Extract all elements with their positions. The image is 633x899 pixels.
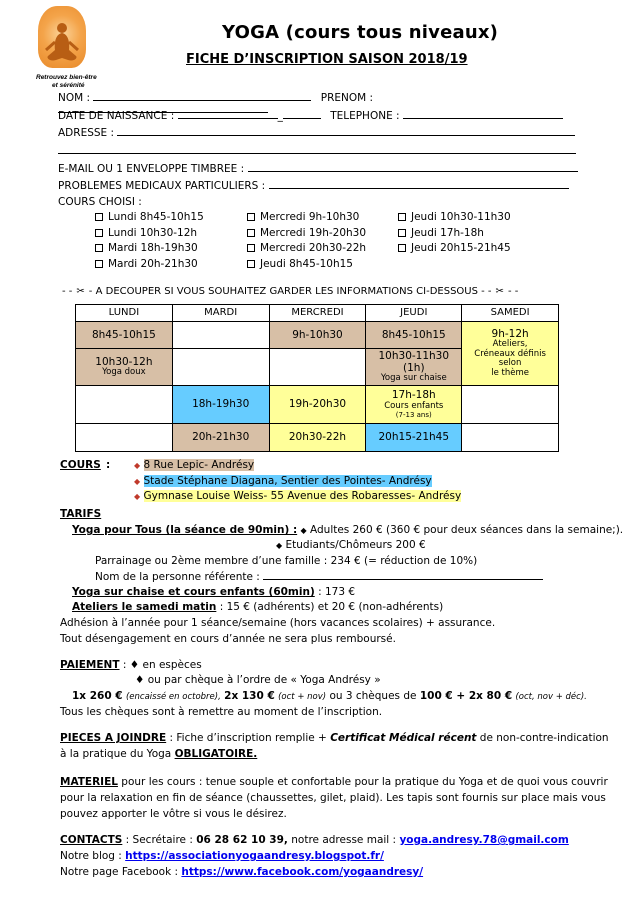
adresse-field-2[interactable]: [58, 153, 576, 154]
chaise-label: Yoga sur chaise et cours enfants (60min): [72, 586, 315, 598]
day-header: MERCREDI: [269, 305, 366, 322]
referente-label: Nom de la personne référente :: [95, 571, 260, 583]
adresse-row: [58, 127, 578, 139]
detail-note: (oct + nov): [278, 692, 327, 702]
diamond-icon: ◆: [300, 526, 307, 535]
location-item: [134, 458, 461, 474]
courses-col-2: [247, 210, 366, 272]
tarifs-label: TARIFS: [60, 508, 102, 520]
paiement-cheque: ♦ ou par chèque à l’ordre de « Yoga Andrésy »: [135, 674, 381, 686]
course-label: Jeudi 17h-18h: [411, 226, 484, 239]
dashes-right: - -: [477, 286, 492, 297]
blog-row: [60, 850, 384, 862]
course-label: Lundi 10h30-12h: [108, 226, 198, 239]
pieces-label: PIECES A JOINDRE: [60, 732, 167, 744]
slot-empty: [76, 385, 173, 423]
secretaire-label: : Secrétaire :: [125, 834, 193, 846]
email-label: E-MAIL OU 1 ENVELOPPE TIMBREE :: [58, 163, 245, 175]
pieces-text-2: de non-contre-indication: [479, 732, 609, 744]
course-option[interactable]: [398, 241, 511, 257]
mail-label: notre adresse mail :: [291, 834, 397, 846]
certificat-text: Certificat Médical récent: [330, 732, 477, 744]
checkbox[interactable]: [95, 229, 103, 237]
course-option[interactable]: [398, 226, 511, 242]
courses-col-3: [398, 210, 511, 257]
day-header: JEUDI: [366, 305, 462, 322]
course-label: Mercredi 20h30-22h: [260, 242, 367, 254]
blog-label: Notre blog :: [60, 850, 122, 862]
course-label: Mardi 18h-19h30: [108, 242, 198, 254]
cut-line: [62, 286, 582, 297]
prenom-label: PRENOM :: [320, 92, 374, 104]
chaise-price: : 173 €: [318, 586, 356, 598]
detail-amount: 100 € + 2x 80 €: [419, 690, 513, 702]
day-header: LUNDI: [76, 305, 173, 322]
slot-lundi-2: [76, 349, 173, 386]
cours-choisi-label: COURS CHOISI :: [58, 196, 142, 208]
materiel-line-2: pour la relaxation en fin de séance (chaussettes, gilet, plaid). Les tapis sont fournis sur place mais vous: [60, 792, 606, 804]
adresse-label: ADRESSE :: [58, 127, 115, 139]
checkbox[interactable]: [398, 229, 406, 237]
slot-empty: [462, 423, 559, 451]
diamond-icon: ◆: [276, 541, 283, 550]
course-option[interactable]: [95, 210, 204, 226]
course-option[interactable]: [95, 241, 204, 257]
dashes-left: - -: [62, 286, 73, 297]
courses-col-1: [95, 210, 204, 272]
logo: [30, 4, 97, 90]
ateliers-label: Ateliers le samedi matin: [72, 601, 217, 613]
materiel-text: pour les cours : tenue souple et confortable pour la pratique du Yoga et de quoi vous couvrir: [121, 776, 608, 788]
course-label: Jeudi 8h45-10h15: [260, 257, 353, 270]
date-naissance-field-2[interactable]: [283, 118, 321, 119]
checkbox[interactable]: [398, 213, 406, 221]
ateliers-price: : 15 € (adhérents) et 20 € (non-adhérents): [219, 601, 444, 613]
nom-label: NOM :: [58, 92, 91, 104]
logo-caption-1: Retrouvez bien-être: [36, 74, 97, 81]
page-subtitle: FICHE D’INSCRIPTION SAISON 2018/19: [186, 52, 468, 67]
tarif-parrainage: Parrainage ou 2ème membre d’une famille : 234 € (= réduction de 10%): [95, 555, 478, 567]
materiel-line-3: pouvez apporter le vôtre si vous le désirez.: [60, 808, 287, 820]
diamond-icon: ◆: [134, 461, 141, 470]
email-link[interactable]: yoga.andresy.78@gmail.com: [399, 834, 569, 846]
day-header: SAMEDI: [462, 305, 559, 322]
location-item: [134, 489, 461, 505]
checkbox[interactable]: [95, 213, 103, 221]
obligatoire-text: OBLIGATOIRE.: [174, 748, 258, 760]
facebook-link[interactable]: https://www.facebook.com/yogaandresy/: [181, 866, 424, 878]
pieces-text: : Fiche d’inscription remplie +: [169, 732, 327, 744]
paiement-row: [60, 659, 202, 671]
detail-amount: 1x 260 €: [72, 690, 123, 702]
slot-time: 10h30-11h30 (1h): [378, 350, 450, 375]
tarifs-etudiants-row: [276, 539, 426, 551]
facebook-row: [60, 866, 423, 878]
date-row: [58, 110, 578, 122]
slot-mercredi-1: 9h-10h30: [269, 322, 366, 349]
slot-empty: [462, 385, 559, 423]
detail-note: (encaissé en octobre),: [125, 692, 221, 702]
checkbox[interactable]: [247, 213, 255, 221]
page-title: YOGA (cours tous niveaux): [222, 22, 499, 43]
course-label: Lundi 8h45-10h15: [108, 211, 204, 223]
day-header: MARDI: [172, 305, 269, 322]
cours-colon: :: [106, 459, 111, 471]
materiel-section: [60, 774, 608, 822]
tarifs-tous-label: Yoga pour Tous (la séance de 90min) :: [72, 524, 298, 536]
course-option[interactable]: [247, 241, 366, 257]
telephone-field[interactable]: [403, 118, 563, 119]
materiel-line-1: [60, 774, 608, 790]
checkbox[interactable]: [398, 244, 406, 252]
date-naissance-field[interactable]: [178, 118, 278, 119]
course-label: Jeudi 20h15-21h45: [411, 242, 511, 254]
facebook-label: Notre page Facebook :: [60, 866, 179, 878]
paiement-especes: : ♦ en espèces: [122, 659, 202, 671]
referente-field[interactable]: [263, 579, 543, 580]
course-option[interactable]: [247, 257, 366, 273]
meditation-figure-icon: [40, 20, 84, 68]
paiement-label: PAIEMENT: [60, 659, 120, 671]
location-list: [134, 458, 461, 505]
samedi-desc-2: Créneaux définis selon: [474, 348, 546, 369]
blog-link[interactable]: https://associationyogaandresy.blogspot.fr/: [125, 850, 384, 862]
problemes-field[interactable]: [269, 188, 569, 189]
logo-caption-2: et sérénité: [52, 82, 85, 89]
slot-lundi-1: 8h45-10h15: [76, 322, 173, 349]
detail-text: ou 3 chèques de: [329, 690, 417, 702]
detail-note: (oct, nov + déc).: [515, 692, 587, 702]
contacts-label: CONTACTS: [60, 834, 123, 846]
course-label: Mardi 20h-21h30: [108, 257, 198, 270]
checkbox[interactable]: [247, 244, 255, 252]
tarif-chaise-row: [72, 586, 355, 598]
slot-jeudi-3: [366, 385, 462, 423]
tarif-ateliers-row: [72, 601, 443, 613]
nom-field[interactable]: [93, 100, 311, 101]
pieces-row: [60, 732, 609, 744]
samedi-desc-3: le thème: [491, 368, 529, 379]
checkbox[interactable]: [95, 260, 103, 268]
email-row: [58, 163, 578, 175]
adresse-field[interactable]: [117, 135, 575, 136]
slot-desc: Yoga doux: [102, 367, 146, 378]
telephone-label: TELEPHONE :: [330, 110, 400, 122]
slot-empty: [269, 349, 366, 386]
scissors-icon: ✂: [76, 286, 85, 297]
course-option[interactable]: [247, 210, 366, 226]
paiement-details: [72, 690, 587, 702]
slot-empty: [172, 322, 269, 349]
materiel-label: MATERIEL: [60, 776, 118, 788]
samedi-desc: Ateliers,: [492, 338, 528, 349]
paiement-remise: Tous les chèques sont à remettre au moment de l’inscription.: [60, 706, 383, 718]
course-label: Mercredi 9h-10h30: [260, 211, 360, 223]
problemes-label: PROBLEMES MEDICAUX PARTICULIERS :: [58, 180, 266, 192]
slot-jeudi-1: 8h45-10h15: [366, 322, 462, 349]
course-label: Jeudi 10h30-11h30: [411, 211, 511, 223]
date-separator: _: [277, 110, 283, 122]
tarif-adultes: Adultes 260 € (360 € pour deux séances dans la semaine;).: [310, 524, 624, 536]
dash: -: [88, 286, 96, 297]
tarif-etudiants: Etudiants/Chômeurs 200 €: [285, 539, 426, 551]
slot-age: (7-13 ans): [395, 411, 432, 420]
slot-jeudi-2: [366, 349, 462, 386]
location-text: Gymnase Louise Weiss- 55 Avenue des Robaresses- Andrésy: [143, 490, 462, 502]
detail-amount: 2x 130 €: [224, 690, 275, 702]
cut-line-text: A DECOUPER SI VOUS SOUHAITEZ GARDER LES INFORMATIONS CI-DESSOUS: [95, 286, 478, 297]
pieces-text-3: à la pratique du Yoga: [60, 748, 172, 760]
email-field[interactable]: [248, 171, 578, 172]
diamond-icon: ◆: [134, 476, 141, 486]
checkbox[interactable]: [247, 260, 255, 268]
pieces-row-2: [60, 748, 257, 760]
dash-end: - -: [507, 286, 519, 297]
course-option[interactable]: [398, 210, 511, 226]
course-option[interactable]: [95, 226, 204, 242]
slot-mardi-3: 18h-19h30: [172, 385, 269, 423]
phone-number: 06 28 62 10 39,: [196, 834, 288, 846]
samedi-time: 9h-12h: [491, 327, 529, 340]
adhesion-text: Adhésion à l’année pour 1 séance/semaine (hors vacances scolaires) + assurance.: [60, 617, 496, 629]
slot-desc: Cours enfants: [384, 400, 444, 411]
diamond-icon: ◆: [134, 492, 141, 501]
date-naissance-label: DATE DE NAISSANCE :: [58, 110, 175, 122]
tarifs-tous-row: [72, 524, 623, 536]
referente-row: [95, 571, 543, 583]
slot-jeudi-4: 20h15-21h45: [366, 423, 462, 451]
course-option[interactable]: [247, 226, 366, 242]
slot-time: 10h30-12h: [95, 356, 153, 369]
contacts-row: [60, 834, 569, 846]
cours-label: COURS: [60, 459, 101, 471]
scissors-icon-right: ✂: [495, 286, 504, 297]
course-option[interactable]: [95, 257, 204, 273]
slot-desc: Yoga sur chaise: [380, 373, 447, 384]
slot-mardi-4: 20h-21h30: [172, 423, 269, 451]
desengagement-text: Tout désengagement en cours d’année ne sera plus remboursé.: [60, 633, 396, 645]
location-text: Stade Stéphane Diagana, Sentier des Pointes- Andrésy: [143, 474, 432, 487]
slot-mercredi-3: 19h-20h30: [269, 385, 366, 423]
schedule-table: [75, 304, 559, 452]
location-item: [134, 474, 461, 490]
checkbox[interactable]: [247, 229, 255, 237]
slot-empty: [172, 349, 269, 386]
problemes-row: [58, 180, 578, 192]
slot-mercredi-4: 20h30-22h: [269, 423, 366, 451]
slot-samedi: [462, 322, 559, 386]
location-text: 8 Rue Lepic- Andrésy: [143, 459, 255, 471]
slot-time: 17h-18h: [391, 389, 436, 402]
course-label: Mercredi 19h-20h30: [260, 226, 367, 239]
checkbox[interactable]: [95, 244, 103, 252]
slot-empty: [76, 423, 173, 451]
